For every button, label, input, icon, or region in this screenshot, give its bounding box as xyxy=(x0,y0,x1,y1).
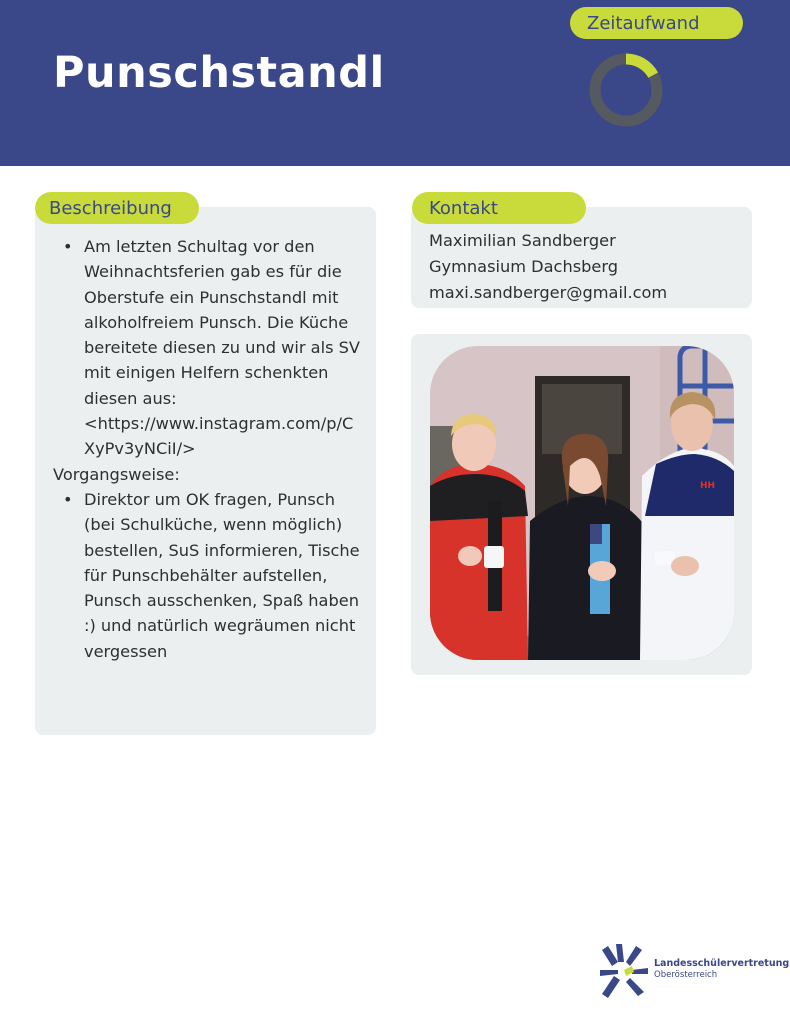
effort-gauge-icon xyxy=(586,50,666,130)
procedure-heading: Vorgangsweise: xyxy=(53,464,180,484)
contact-name: Maximilian Sandberger xyxy=(429,231,616,250)
contact-school: Gymnasium Dachsberg xyxy=(429,257,619,276)
header-banner xyxy=(0,0,790,166)
organization-logo xyxy=(598,942,790,1000)
page-title: Punschstandl xyxy=(53,48,385,98)
group-photo xyxy=(430,346,734,660)
description-body xyxy=(53,234,363,664)
contact-details xyxy=(429,228,667,306)
contact-heading: Kontakt xyxy=(412,192,586,224)
description-bullet-2: Direktor um OK fragen, Punsch (bei Schulküche, wenn möglich) bestellen, SuS informieren, Tische für Punschbehälter aufstellen, Punsch ausschenken, Spaß haben :) und natürlich wegräumen nicht vergessen xyxy=(84,489,360,661)
description-heading: Beschreibung xyxy=(35,192,199,224)
organization-region: Oberösterreich xyxy=(654,970,718,980)
organization-logo-icon xyxy=(598,942,652,1000)
bullet-icon: • xyxy=(63,489,73,509)
list-item xyxy=(53,487,363,664)
jacket-brand-label: HH xyxy=(700,481,716,491)
contact-email[interactable]: maxi.sandberger@gmail.com xyxy=(429,283,668,302)
effort-label: Zeitaufwand xyxy=(570,7,743,39)
description-bullet-1: Am letzten Schultag vor den Weihnachtsferien gab es für die Oberstufe ein Punschstandl mit alkoholfreiem Punsch. Die Küche bereitete diesen zu und wir als SV mit einigen Helfern schenkten diesen aus: <https://www.instagram.com/p/CXyPv3yNCiI/> xyxy=(84,237,361,459)
organization-name: Landesschülervertretung xyxy=(654,958,790,969)
bullet-icon: • xyxy=(63,237,73,256)
list-item xyxy=(53,234,363,462)
